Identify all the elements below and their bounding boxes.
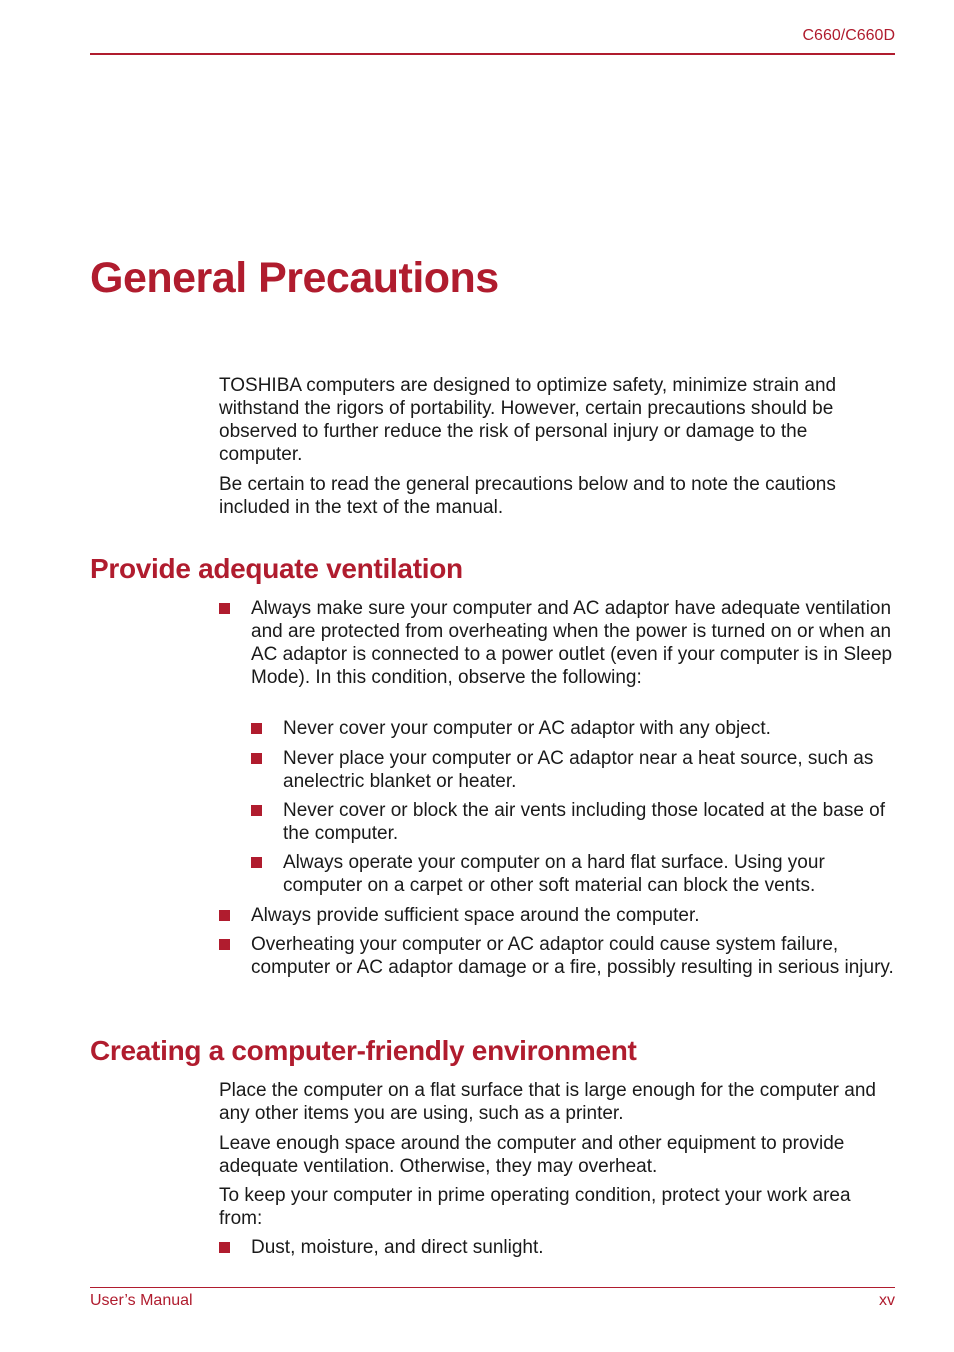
footer-manual-label: User’s Manual (90, 1292, 193, 1309)
page-number: xv (879, 1292, 895, 1309)
footer-rule (90, 1287, 895, 1288)
bullet-square-icon (219, 603, 230, 614)
sub-list-item-text: Always operate your computer on a hard flat surface. Using your computer on a carpet or other soft material can block the vents. (283, 852, 825, 896)
sub-list-item-text: Never cover your computer or AC adaptor with any object. (283, 718, 771, 739)
list-item-text: Always provide sufficient space around the computer. (251, 905, 700, 926)
bullet-square-icon (219, 939, 230, 950)
page-title: General Precautions (90, 254, 499, 302)
sub-list-item-text: Never place your computer or AC adaptor near a heat source, such as anelectric blanket or heater. (283, 748, 874, 792)
list-item-text: Always make sure your computer and AC adaptor have adequate ventilation and are protected from overheating when the power is turned on or when an AC adaptor is connected to a power outlet (even if your computer is in Sleep Mode). In this condition, observe the following: (251, 598, 893, 688)
bullet-square-icon (251, 753, 262, 764)
list-item-text: Dust, moisture, and direct sunlight. (251, 1237, 544, 1258)
intro-paragraph-2: Be certain to read the general precautions below and to note the cautions included in the text of the manual. (219, 474, 836, 518)
list-item-text: Overheating your computer or AC adaptor could cause system failure, computer or AC adaptor damage or a fire, possibly resulting in serious injury. (251, 934, 894, 978)
bullet-square-icon (251, 805, 262, 816)
header-model: C660/C660D (802, 27, 895, 44)
environment-paragraph-3: To keep your computer in prime operating condition, protect your work area from: (219, 1185, 851, 1229)
header-rule (90, 53, 895, 55)
section-heading-environment: Creating a computer-friendly environment (90, 1035, 637, 1066)
environment-paragraph-1: Place the computer on a flat surface that is large enough for the computer and any other items you are using, such as a printer. (219, 1080, 876, 1124)
sub-list-item-text: Never cover or block the air vents including those located at the base of the computer. (283, 800, 886, 844)
bullet-square-icon (219, 1242, 230, 1253)
intro-paragraph-1: TOSHIBA computers are designed to optimize safety, minimize strain and withstand the rigors of portability. However, certain precautions should be observed to further reduce the risk of personal injury or damage to the computer. (219, 375, 837, 465)
environment-paragraph-2: Leave enough space around the computer and other equipment to provide adequate ventilation. Otherwise, they may overheat. (219, 1133, 845, 1177)
bullet-square-icon (219, 910, 230, 921)
bullet-square-icon (251, 723, 262, 734)
section-heading-ventilation: Provide adequate ventilation (90, 553, 463, 584)
bullet-square-icon (251, 857, 262, 868)
